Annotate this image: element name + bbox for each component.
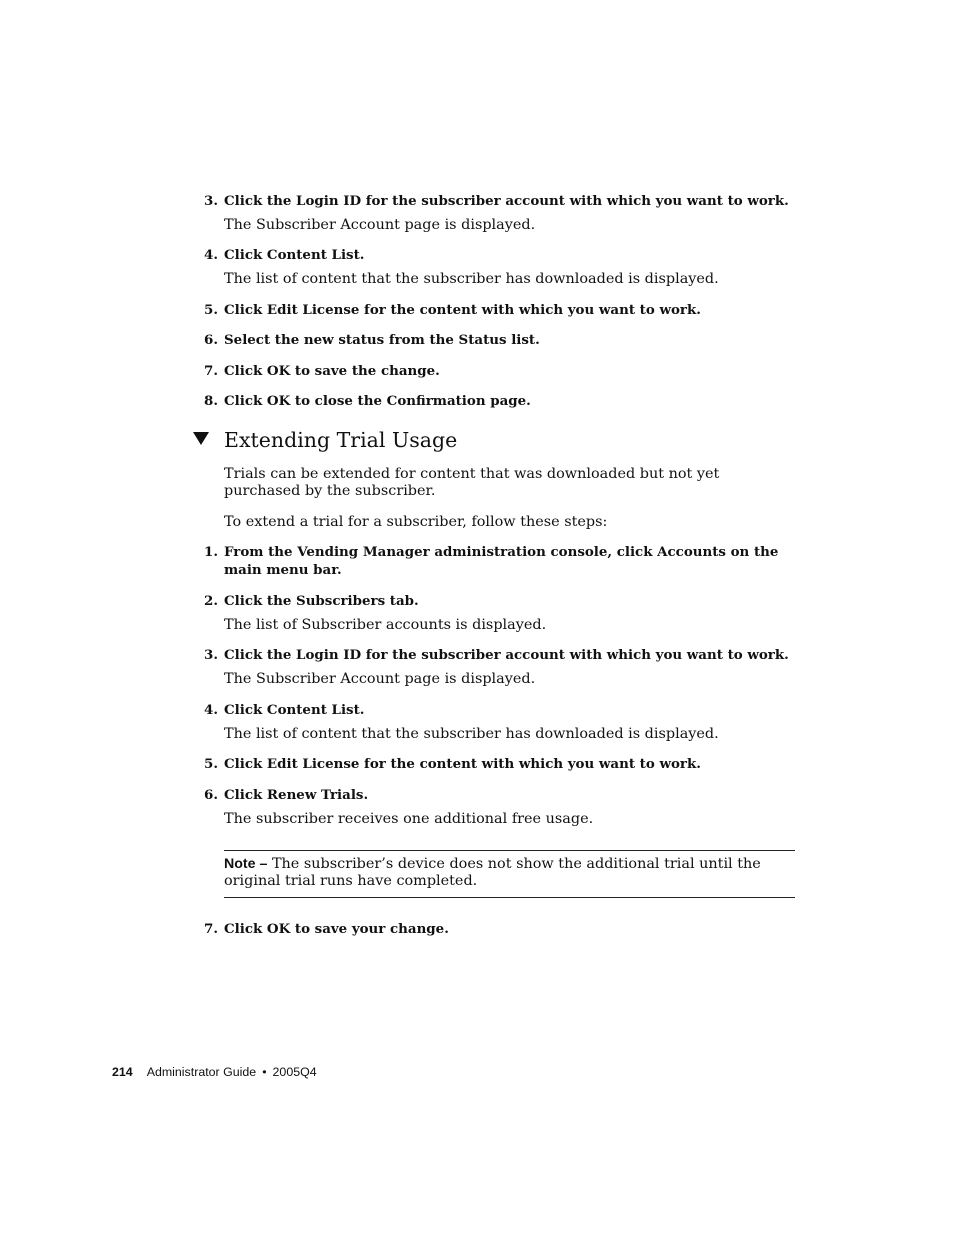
step-number: 6. xyxy=(204,332,218,348)
step-number: 6. xyxy=(204,787,218,803)
step-8-top xyxy=(204,392,796,410)
step-number: 7. xyxy=(204,363,218,379)
step-text: Click the Login ID for the subscriber account with which you want to work. xyxy=(224,647,789,663)
step-number: 5. xyxy=(204,756,218,772)
step-text: Click OK to close the Confirmation page. xyxy=(224,393,531,409)
step-result: The list of content that the subscriber has downloaded is displayed. xyxy=(224,726,719,742)
step-number: 7. xyxy=(204,921,218,937)
step-text: Click Content List. xyxy=(224,247,365,263)
section-heading xyxy=(193,426,793,454)
step-number: 4. xyxy=(204,247,218,263)
step-result: The list of content that the subscriber has downloaded is displayed. xyxy=(224,271,719,287)
note-body xyxy=(224,856,795,890)
step-7-top xyxy=(204,362,796,380)
section-intro: Trials can be extended for content that was downloaded but not yet purchased by the subscriber. xyxy=(224,466,720,499)
footer-separator: • xyxy=(262,1065,267,1079)
step-number: 5. xyxy=(204,302,218,318)
step-text: Click OK to save the change. xyxy=(224,363,440,379)
step-5-top xyxy=(204,301,796,319)
step-text: From the Vending Manager administration console, click Accounts on the main menu bar. xyxy=(224,544,779,578)
step-result: The Subscriber Account page is displayed. xyxy=(224,671,536,687)
step-6 xyxy=(204,786,796,804)
step-6-top xyxy=(204,331,796,349)
section-title: Extending Trial Usage xyxy=(224,428,458,452)
step-text: Click OK to save your change. xyxy=(224,921,449,937)
step-text: Click Content List. xyxy=(224,702,365,718)
step-text: Click the Subscribers tab. xyxy=(224,593,419,609)
step-7 xyxy=(204,920,796,938)
step-4-top xyxy=(204,246,796,264)
note-text: The subscriber’s device does not show the additional trial until the original trial runs have completed. xyxy=(224,856,761,889)
step-3 xyxy=(204,646,796,664)
triangle-down-icon xyxy=(193,432,209,445)
note-label: Note – xyxy=(224,856,268,872)
step-3-top xyxy=(204,192,796,210)
step-text: Click Edit License for the content with which you want to work. xyxy=(224,302,701,318)
step-result: The subscriber receives one additional free usage. xyxy=(224,811,594,827)
step-number: 1. xyxy=(204,544,218,560)
step-text: Click Edit License for the content with which you want to work. xyxy=(224,756,701,772)
step-result: The list of Subscriber accounts is displayed. xyxy=(224,617,547,633)
footer-version: 2005Q4 xyxy=(272,1065,317,1079)
step-number: 3. xyxy=(204,647,218,663)
page-footer xyxy=(112,1064,317,1080)
step-number: 4. xyxy=(204,702,218,718)
section-lead: To extend a trial for a subscriber, follow these steps: xyxy=(224,514,608,530)
step-2 xyxy=(204,592,796,610)
step-result: The Subscriber Account page is displayed. xyxy=(224,217,536,233)
step-1 xyxy=(204,543,796,579)
step-5 xyxy=(204,755,796,773)
note-box xyxy=(224,850,795,898)
step-number: 8. xyxy=(204,393,218,409)
step-text: Click Renew Trials. xyxy=(224,787,369,803)
step-text: Click the Login ID for the subscriber account with which you want to work. xyxy=(224,193,789,209)
footer-title: Administrator Guide xyxy=(146,1065,257,1079)
step-4 xyxy=(204,701,796,719)
step-number: 2. xyxy=(204,593,218,609)
step-number: 3. xyxy=(204,193,218,209)
page-number: 214 xyxy=(112,1065,133,1079)
step-text: Select the new status from the Status list. xyxy=(224,332,540,348)
